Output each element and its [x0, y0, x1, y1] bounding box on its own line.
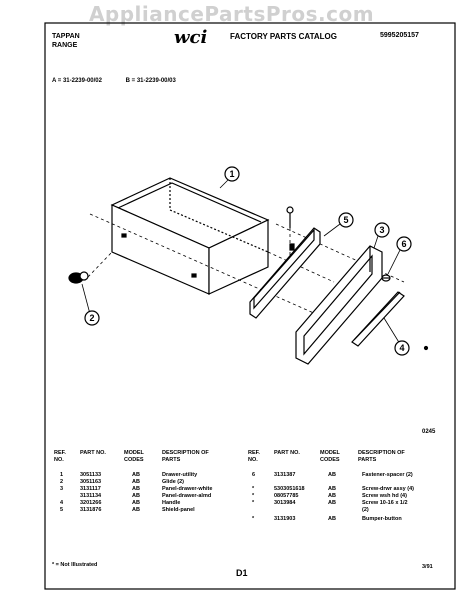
- part-number: 3201266: [80, 500, 102, 506]
- part-number: 5303051618: [274, 486, 305, 492]
- part-desc: Screw 10-16 x 1/2: [362, 500, 408, 506]
- header-ref-right: REF. NO.: [248, 450, 260, 463]
- part-ref: *: [252, 493, 255, 499]
- part-number: 3131903: [274, 516, 296, 522]
- exploded-parts-diagram: [52, 132, 452, 402]
- part-ref: 3: [60, 486, 64, 492]
- part-ref: 1: [60, 472, 64, 478]
- part-desc: Panel-drawer-almd: [162, 493, 212, 499]
- model-a: A = 31-2239-00/02: [52, 78, 102, 84]
- part-model: AB: [328, 472, 336, 478]
- glide-shape: [69, 272, 88, 283]
- header-ref-left: REF. NO.: [54, 450, 66, 463]
- brand-line-2: RANGE: [52, 42, 78, 49]
- part-number: 3131134: [80, 493, 102, 499]
- page-number: D1: [236, 568, 248, 578]
- part-number: 3131876: [80, 507, 102, 513]
- figure-code: 0245: [422, 429, 436, 435]
- part-number: 3051163: [80, 479, 102, 485]
- header-part-left: PART NO.: [80, 450, 106, 456]
- brand-line-1: TAPPAN: [52, 33, 80, 40]
- callout-4: 4: [399, 343, 405, 353]
- part-model: AB: [132, 493, 140, 499]
- header-model-left: MODEL CODES: [124, 450, 144, 463]
- model-b: B = 31-2239-00/03: [125, 78, 176, 84]
- wci-logo: [174, 28, 226, 46]
- callout-6: 6: [401, 239, 407, 249]
- parts-catalog-page: [44, 22, 456, 590]
- header-part-right: PART NO.: [274, 450, 300, 456]
- callout-3: 3: [379, 225, 385, 235]
- brand-label: [52, 32, 80, 50]
- part-model: AB: [328, 493, 336, 499]
- header-model-right: MODEL CODES: [320, 450, 340, 463]
- logo-text: wci: [174, 28, 208, 46]
- part-ref: *: [252, 500, 255, 506]
- part-desc: Shield-panel: [162, 507, 195, 513]
- part-desc: Drawer-utility: [162, 472, 198, 478]
- part-desc: Fastener-spacer (2): [362, 472, 413, 478]
- model-list: [52, 78, 198, 84]
- part-desc: (2): [362, 507, 369, 513]
- part-number: 3013984: [274, 500, 296, 506]
- header-desc-left: DESCRIPTION OF PARTS: [162, 450, 209, 463]
- part-desc: Bumper-button: [362, 516, 402, 522]
- part-desc: Glide (2): [162, 479, 185, 485]
- part-desc: Screw wsh hd (4): [362, 493, 407, 499]
- part-number: 08057785: [274, 493, 299, 499]
- revision-date: 3/91: [422, 564, 433, 570]
- watermark-text: AppliancePartsPros.com: [88, 2, 375, 26]
- not-illustrated-note: * = Not Illustrated: [52, 562, 98, 568]
- fastener-spacer-shape: [382, 275, 390, 281]
- part-ref: 2: [60, 479, 64, 485]
- part-ref: 4: [60, 500, 64, 506]
- part-model: AB: [328, 486, 336, 492]
- part-model: AB: [132, 479, 140, 485]
- part-ref: 5: [60, 507, 64, 513]
- part-ref: *: [252, 516, 255, 522]
- part-number: 3131117: [80, 486, 101, 492]
- part-desc: Panel-drawer-white: [162, 486, 213, 492]
- catalog-number: 5995205157: [380, 32, 419, 39]
- part-model: AB: [132, 500, 140, 506]
- part-model: AB: [328, 500, 336, 506]
- part-desc: Screw-drwr assy (4): [362, 486, 414, 492]
- part-model: AB: [328, 516, 336, 522]
- part-ref: 6: [252, 472, 256, 478]
- header-desc-right: DESCRIPTION OF PARTS: [358, 450, 405, 463]
- part-desc: Handle: [162, 500, 181, 506]
- catalog-title: FACTORY PARTS CATALOG: [230, 32, 337, 41]
- callout-2: 2: [89, 313, 95, 323]
- drawer-utility-shape: [112, 178, 268, 294]
- callout-1: 1: [229, 169, 235, 179]
- part-ref: *: [252, 486, 255, 492]
- part-model: AB: [132, 486, 140, 492]
- drawer-panel-shape: [296, 246, 382, 364]
- part-model: AB: [132, 507, 140, 513]
- screw-shape: [287, 207, 293, 228]
- part-number: 3051133: [80, 472, 102, 478]
- callout-5: 5: [343, 215, 349, 225]
- part-model: AB: [132, 472, 140, 478]
- part-number: 3131387: [274, 472, 296, 478]
